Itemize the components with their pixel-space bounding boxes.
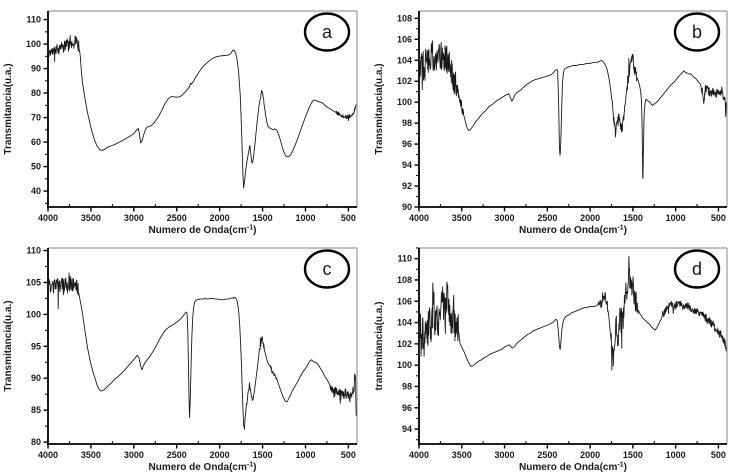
x-tick-label: 3000 xyxy=(123,213,144,223)
x-tick-label: 2000 xyxy=(580,213,601,223)
y-axis-label: Transmitancia(u.a.) xyxy=(3,63,14,155)
y-tick-label: 104 xyxy=(396,317,412,328)
y-tick-label: 100 xyxy=(396,360,412,371)
panel-c xyxy=(0,237,371,474)
y-tick-label: 90 xyxy=(30,373,41,384)
y-tick-label: 108 xyxy=(396,274,412,285)
x-tick-label: 3500 xyxy=(451,213,472,223)
panel-b xyxy=(371,0,741,237)
panel-d xyxy=(371,237,741,474)
x-tick-label: 500 xyxy=(340,213,356,223)
y-axis-label: transmitancia(u.a.) xyxy=(374,301,385,391)
y-tick-label: 110 xyxy=(26,14,41,25)
x-axis-label: Numero de $Onda(cm^{-1})$ xyxy=(519,461,627,473)
y-tick-label: 104 xyxy=(396,55,412,66)
x-tick-label: 2500 xyxy=(166,213,187,223)
y-tick-label: 94 xyxy=(401,424,412,435)
y-tick-label: 105 xyxy=(25,277,41,288)
x-tick-label: 3000 xyxy=(123,450,144,460)
y-tick-label: 98 xyxy=(401,381,412,392)
y-tick-label: 102 xyxy=(396,76,412,87)
spectrum-chart-b xyxy=(371,0,741,237)
panel-label-badge xyxy=(675,14,719,51)
x-tick-label: 4000 xyxy=(37,213,59,223)
y-tick-label: 80 xyxy=(30,88,41,99)
x-tick-label: 3500 xyxy=(80,213,101,223)
y-tick-label: 85 xyxy=(30,405,41,416)
y-tick-label: 106 xyxy=(396,34,412,45)
panel-label-badge xyxy=(305,251,349,288)
panel-label-badge xyxy=(675,251,719,288)
y-tick-label: 70 xyxy=(30,112,41,123)
x-tick-label: 4000 xyxy=(37,450,59,460)
x-tick-label: 1000 xyxy=(295,450,316,460)
y-tick-label: 60 xyxy=(30,137,41,148)
y-tick-label: 96 xyxy=(401,402,412,413)
spectrum-line xyxy=(48,36,356,188)
x-tick-label: 500 xyxy=(340,450,356,460)
x-tick-label: 3500 xyxy=(451,450,472,460)
x-tick-label: 2000 xyxy=(209,450,230,460)
y-tick-label: 90 xyxy=(401,202,412,212)
y-tick-label: 95 xyxy=(30,341,41,352)
x-axis-label: Numero de $Onda(cm^{-1})$ xyxy=(148,461,257,473)
x-tick-label: 2500 xyxy=(537,450,558,460)
panel-label-letter: d xyxy=(691,259,703,279)
spectrum-line xyxy=(48,273,356,429)
x-tick-label: 1500 xyxy=(252,450,273,460)
x-axis-label: Numero de $Onda(cm^{-1})$ xyxy=(148,224,257,236)
y-tick-label: 98 xyxy=(401,118,412,129)
y-tick-label: 90 xyxy=(30,63,41,74)
x-tick-label: 500 xyxy=(710,213,726,223)
x-tick-label: 1500 xyxy=(622,450,643,460)
y-axis-label: Transmitancia(u.a.) xyxy=(3,300,14,392)
spectrum-chart-a xyxy=(0,0,371,237)
x-tick-label: 500 xyxy=(710,450,726,460)
spectrum-chart-c xyxy=(0,237,371,474)
x-tick-label: 4000 xyxy=(408,213,430,223)
y-tick-label: 100 xyxy=(25,309,41,320)
x-tick-label: 2500 xyxy=(166,450,187,460)
y-tick-label: 92 xyxy=(401,181,412,192)
x-tick-label: 1500 xyxy=(622,213,643,223)
y-tick-label: 40 xyxy=(30,186,41,197)
y-tick-label: 100 xyxy=(396,97,412,108)
x-tick-label: 2500 xyxy=(537,213,558,223)
y-tick-label: 102 xyxy=(396,338,412,349)
y-tick-label: 50 xyxy=(30,161,41,172)
y-tick-label: 106 xyxy=(396,296,412,307)
y-axis-label: Transmitancia(u.a.) xyxy=(374,63,385,155)
y-tick-label: 110 xyxy=(26,245,41,256)
panel-label-letter: b xyxy=(691,22,703,42)
x-tick-label: 1000 xyxy=(665,213,686,223)
spectrum-line xyxy=(419,41,726,179)
y-tick-label: 96 xyxy=(401,139,412,150)
x-tick-label: 2000 xyxy=(209,213,230,223)
x-axis-label: Numero de $Onda(cm^{-1})$ xyxy=(519,224,627,236)
panel-a xyxy=(0,0,371,237)
y-tick-label: 100 xyxy=(25,39,41,50)
x-tick-label: 3500 xyxy=(80,450,101,460)
y-tick-label: 80 xyxy=(30,437,41,448)
panel-label-badge xyxy=(305,14,349,51)
x-tick-label: 1000 xyxy=(295,213,316,223)
y-tick-label: 108 xyxy=(396,13,412,24)
y-tick-label: 110 xyxy=(397,253,412,264)
x-tick-label: 2000 xyxy=(580,450,601,460)
x-tick-label: 3000 xyxy=(494,450,515,460)
x-tick-label: 1500 xyxy=(252,213,273,223)
x-tick-label: 3000 xyxy=(494,213,515,223)
spectrum-chart-d xyxy=(371,237,741,474)
panel-label-letter: a xyxy=(321,22,333,42)
y-tick-label: 94 xyxy=(401,160,412,171)
panel-label-letter: c xyxy=(322,259,332,279)
x-tick-label: 4000 xyxy=(408,450,430,460)
x-tick-label: 1000 xyxy=(665,450,686,460)
